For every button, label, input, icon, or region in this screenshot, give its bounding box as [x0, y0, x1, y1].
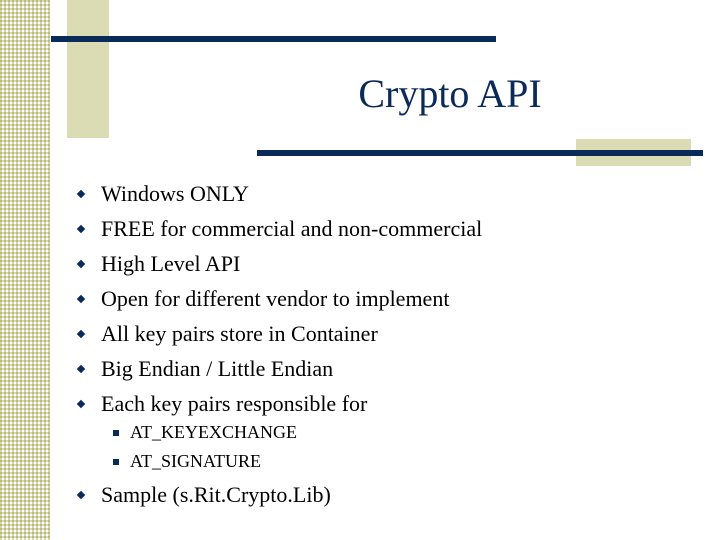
sub-bullet-list: [113, 418, 673, 476]
sub-bullet-item: [113, 418, 673, 447]
diamond-bullet-icon: [77, 294, 85, 302]
bullet-text: Big Endian / Little Endian: [101, 356, 334, 381]
bullet-text: Each key pairs responsible for: [101, 391, 368, 416]
bullet-text: Sample (s.Rit.Crypto.Lib): [101, 482, 331, 507]
slide-title: Crypto API: [358, 71, 542, 116]
square-bullet-icon: [113, 459, 119, 465]
bullet-text: Open for different vendor to implement: [101, 286, 450, 311]
decorative-block-top: [67, 0, 109, 138]
bullet-item: [76, 211, 696, 246]
sub-bullet-item: [113, 447, 673, 476]
bullet-item: [76, 386, 696, 421]
diamond-bullet-icon: [77, 189, 85, 197]
bullet-item-sample: [76, 477, 331, 512]
diamond-bullet-icon: [77, 399, 85, 407]
bullet-text: All key pairs store in Container: [101, 321, 378, 346]
bullet-item: [76, 176, 696, 211]
title-rule-bottom: [257, 150, 703, 156]
diamond-bullet-icon: [77, 259, 85, 267]
bullet-text: FREE for commercial and non-commercial: [101, 216, 483, 241]
bullet-item: [76, 281, 696, 316]
diamond-bullet-icon: [77, 224, 85, 232]
bullet-list: [76, 176, 696, 421]
sub-bullet-text: AT_KEYEXCHANGE: [130, 422, 297, 442]
title-rule-top: [51, 36, 496, 42]
diamond-bullet-icon: [77, 329, 85, 337]
bullet-item: [76, 316, 696, 351]
bullet-text: High Level API: [101, 251, 241, 276]
sub-bullet-text: AT_SIGNATURE: [130, 451, 262, 471]
diamond-bullet-icon: [77, 364, 85, 372]
decorative-stripe-band: [0, 0, 50, 540]
bullet-text: Windows ONLY: [101, 181, 249, 206]
diamond-bullet-icon: [77, 490, 85, 498]
square-bullet-icon: [113, 430, 119, 436]
bullet-item: [76, 246, 696, 281]
bullet-item: [76, 351, 696, 386]
